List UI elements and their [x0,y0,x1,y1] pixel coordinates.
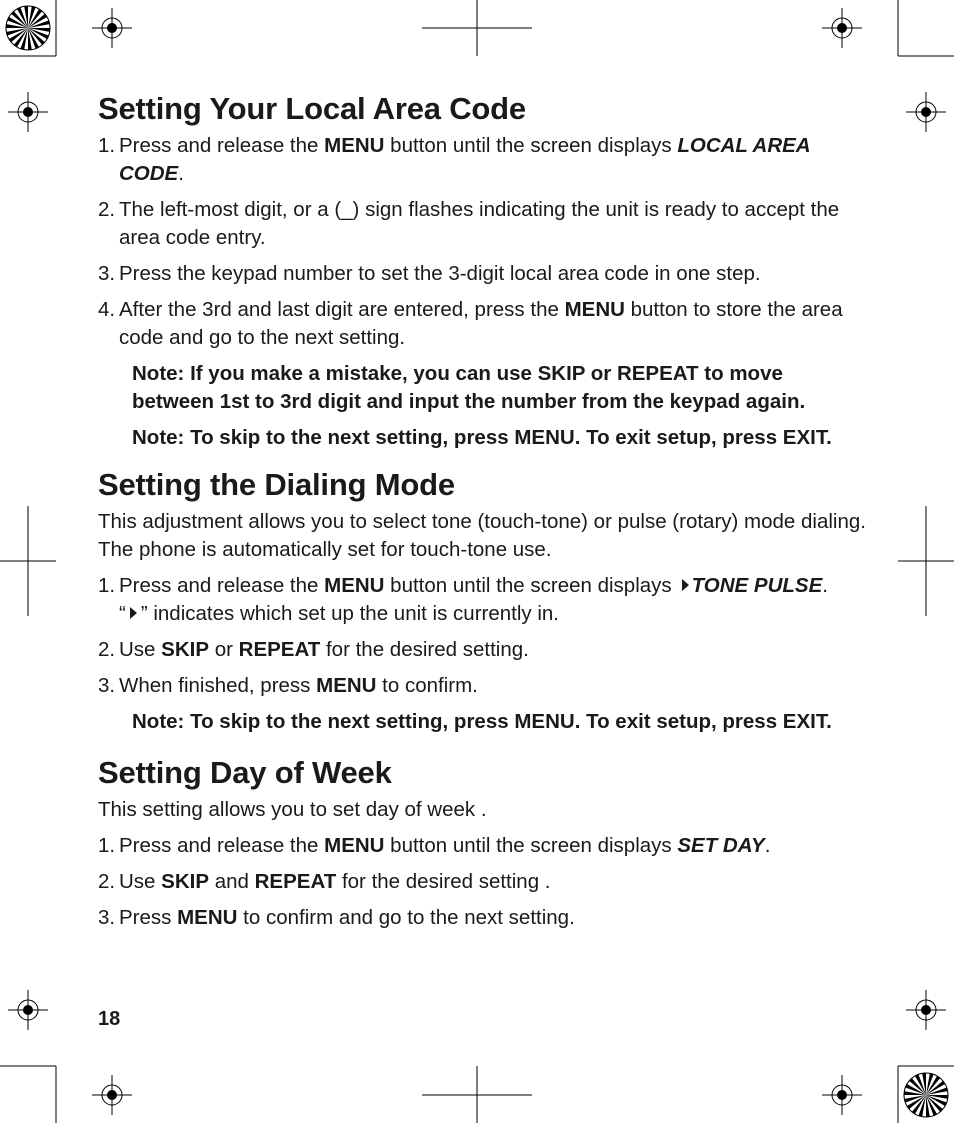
step-text: button until the screen displays [384,834,678,857]
step-1 [98,572,868,628]
repeat-keyword: REPEAT [254,870,337,893]
display-text: LOCAL AREA CODE [119,134,810,185]
step-text: and [209,870,255,893]
menu-keyword: MENU [324,834,385,857]
step-4 [98,296,868,352]
step-3 [98,260,868,288]
step-2 [98,868,868,896]
step-text: to confirm. [376,674,478,697]
section-title-local-area-code: Setting Your Local Area Code [98,91,526,126]
step-text: button to store the area code and go to the next setting. [119,298,843,349]
display-text: TONE PULSE [691,574,823,597]
step-3 [98,904,868,932]
repeat-keyword: REPEAT [238,638,321,661]
step-number: 2. [98,198,116,221]
step-text: button until the screen displays [384,134,678,157]
step-1 [98,832,868,860]
step-text: . [764,834,771,857]
step-text: Press and release the [119,834,325,857]
step-text: for the desired setting. [320,638,529,661]
step-2 [98,636,868,664]
step-text: Press and release the [119,574,325,597]
step-text: to confirm and go to the next setting. [237,906,575,929]
section-intro: This adjustment allows you to select tone (touch-tone) or pulse (rotary) mode dialing. The phone is automatically set for touch-tone use. [98,510,866,561]
note-mistake: Note: If you make a mistake, you can use SKIP or REPEAT to move between 1st to 3rd digit and input the number from the keypad again. [132,362,806,413]
step-text: Use [119,870,162,893]
step-text: or [209,638,239,661]
step-number: 2. [98,870,116,893]
note-skip-exit: Note: To skip to the next setting, press MENU. To exit setup, press EXIT. [132,426,832,449]
menu-keyword: MENU [324,134,385,157]
section-title-dialing-mode: Setting the Dialing Mode [98,467,455,502]
step-text: button until the screen displays [384,574,672,597]
skip-keyword: SKIP [161,638,210,661]
section-title-day-of-week: Setting Day of Week [98,755,392,790]
menu-keyword: MENU [564,298,625,321]
menu-keyword: MENU [316,674,377,697]
menu-keyword: MENU [324,574,385,597]
step-text: . [178,162,184,185]
note-skip-exit: Note: To skip to the next setting, press MENU. To exit setup, press EXIT. [132,710,832,733]
step-number: 3. [98,262,116,285]
quote-close: ” [140,602,148,625]
step-text: When finished, press [119,674,317,697]
step-number: 1. [98,834,116,857]
menu-keyword: MENU [177,906,238,929]
step-number: 2. [98,638,116,661]
quote-open: “ [119,602,126,625]
step-text: Press and release the [119,134,325,157]
step-text: . [822,574,828,597]
step-number: 1. [98,134,116,157]
step-number: 1. [98,574,116,597]
skip-keyword: SKIP [161,870,210,893]
starburst-icon [6,6,50,50]
step-3 [98,672,868,700]
step-text: Use [119,638,162,661]
right-triangle-icon [682,579,689,591]
step-text: After the 3rd and last digit are entered, press the [119,298,565,321]
section-intro: This setting allows you to set day of week . [98,798,487,821]
step-2 [98,196,868,252]
step-text: indicates which set up the unit is currently in. [147,602,559,625]
step-text: The left-most digit, or a (_) sign flashes indicating the unit is ready to accept the area code entry. [119,198,840,249]
right-triangle-icon [130,607,137,619]
step-1 [98,132,868,188]
step-number: 4. [98,298,116,321]
starburst-icon [904,1073,948,1117]
step-text: Press the keypad number to set the 3-digit local area code in one step. [119,262,761,285]
step-number: 3. [98,674,116,697]
display-text: SET DAY [677,834,765,857]
page-content [98,90,868,940]
page-number: 18 [98,1008,121,1030]
step-text: Press [119,906,178,929]
step-number: 3. [98,906,116,929]
step-text: for the desired setting . [336,870,551,893]
